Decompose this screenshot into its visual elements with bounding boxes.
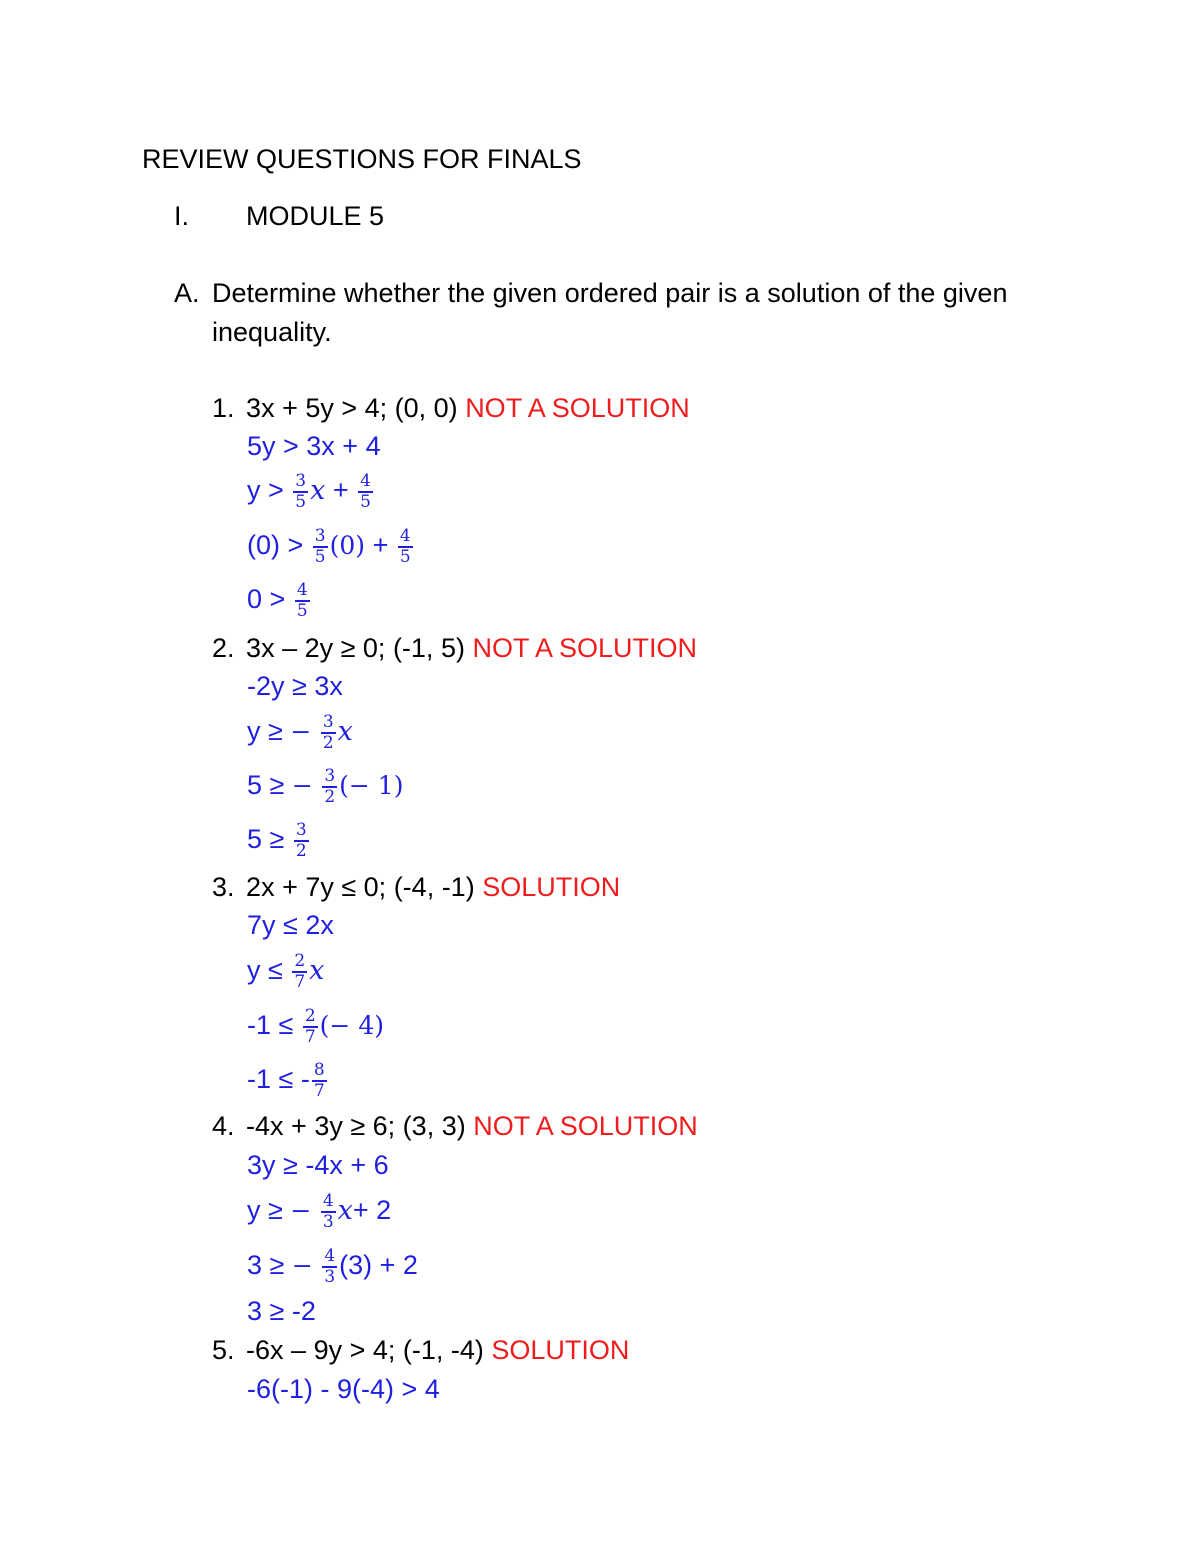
part-instruction-line1: Determine whether the given ordered pair is a solution of the given	[212, 278, 1008, 308]
verdict-label: NOT A SOLUTION	[465, 393, 690, 423]
work-step: y ≥ − $\frac{3}{2}$ x	[247, 711, 353, 753]
work-step: -6(-1) - 9(-4) > 4	[247, 1374, 440, 1404]
verdict-label: SOLUTION	[491, 1335, 630, 1365]
work-step: y ≤ $\frac{2}{7}$ x	[247, 950, 325, 992]
work-step: 0 > $\frac{4}{5}$	[247, 579, 308, 621]
work-step: 7y ≤ 2x	[247, 910, 334, 940]
work-step: -1 ≤ $\frac{2}{7}$ (− 4)	[247, 1005, 384, 1047]
problem-statement: 2x + 7y ≤ 0; (-4, -1)	[246, 872, 475, 902]
fraction: $\frac{4}{5}$	[296, 579, 308, 621]
fraction: $\frac{4}{3}$	[324, 1245, 336, 1287]
section-numeral: I.	[174, 201, 190, 231]
page-title: REVIEW QUESTIONS FOR FINALS	[142, 144, 582, 174]
fraction: $\frac{3}{2}$	[324, 765, 336, 807]
fraction: $\frac{4}{5}$	[399, 525, 411, 567]
fraction: $\frac{2}{7}$	[304, 1005, 316, 1047]
problem-3: 3. 2x + 7y ≤ 0; (-4, -1) SOLUTION	[212, 872, 621, 902]
work-step: 3y ≥ -4x + 6	[247, 1150, 389, 1180]
problem-statement: -6x – 9y > 4; (-1, -4)	[246, 1335, 484, 1365]
verdict-label: NOT A SOLUTION	[472, 633, 698, 663]
part-letter: A.	[174, 278, 200, 308]
work-step: -2y ≥ 3x	[247, 671, 343, 701]
fraction: $\frac{3}{2}$	[322, 711, 334, 753]
part-instruction-line2: inequality.	[212, 317, 332, 347]
fraction: $\frac{3}{2}$	[295, 819, 307, 861]
fraction: $\frac{4}{5}$	[360, 470, 371, 512]
work-step: (0) > $\frac{3}{5}$ (0) + $\frac{4}{5}$	[247, 525, 411, 567]
work-step: 5y > 3x + 4	[247, 431, 381, 461]
work-step: 5 ≥ $\frac{3}{2}$	[247, 819, 307, 861]
problem-statement: 3x + 5y > 4; (0, 0)	[246, 393, 458, 423]
fraction: $\frac{3}{5}$	[314, 525, 326, 567]
fraction: $\frac{8}{7}$	[313, 1059, 325, 1101]
fraction: $\frac{4}{3}$	[322, 1190, 334, 1232]
work-step: 3 ≥ -2	[247, 1296, 316, 1326]
work-step: 3 ≥ − $\frac{4}{3}$ (3) + 2	[247, 1245, 418, 1287]
problem-4: 4. -4x + 3y ≥ 6; (3, 3) NOT A SOLUTION	[212, 1111, 698, 1141]
work-step: -1 ≤ - $\frac{8}{7}$	[247, 1059, 325, 1101]
problem-1	[212, 392, 690, 424]
section-title: MODULE 5	[246, 201, 385, 231]
fraction: $\frac{2}{7}$	[294, 950, 306, 992]
verdict-label: NOT A SOLUTION	[473, 1111, 698, 1141]
work-step: y ≥ − $\frac{4}{3}$ x+ 2	[247, 1190, 392, 1232]
work-step: y > $\frac{3}{5}$ x + $\frac{4}{5}$	[247, 470, 371, 512]
problem-statement: -4x + 3y ≥ 6; (3, 3)	[246, 1111, 466, 1141]
fraction: $\frac{3}{5}$	[295, 470, 307, 512]
problem-5: 5. -6x – 9y > 4; (-1, -4) SOLUTION	[212, 1335, 630, 1365]
problem-2: 2. 3x – 2y ≥ 0; (-1, 5) NOT A SOLUTION	[212, 633, 698, 663]
verdict-label: SOLUTION	[482, 872, 621, 902]
problem-number: 1.	[212, 393, 235, 423]
problem-statement: 3x – 2y ≥ 0; (-1, 5)	[246, 633, 465, 663]
work-step: 5 ≥ − $\frac{3}{2}$ (− 1)	[247, 765, 404, 807]
